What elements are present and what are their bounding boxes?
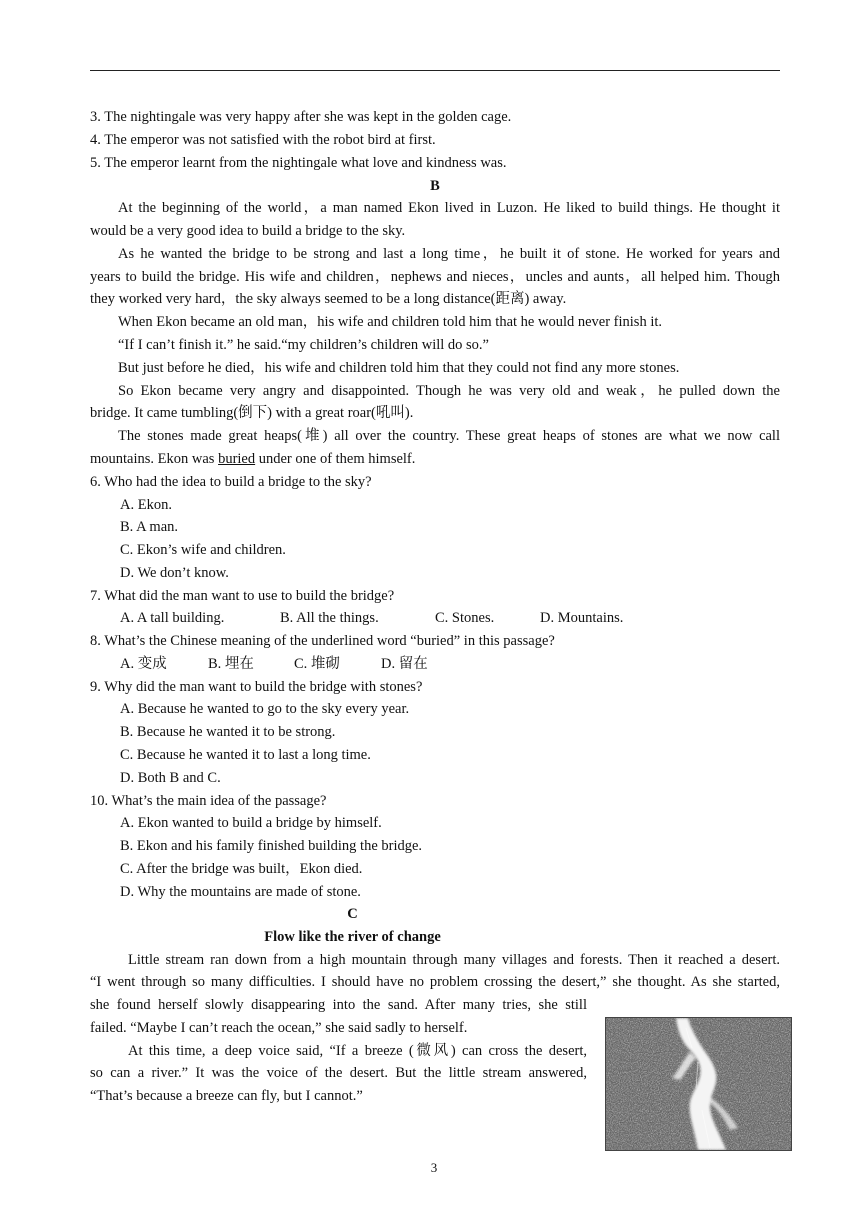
underlined-word: buried bbox=[218, 451, 256, 467]
text-segment: under one of them himself. bbox=[255, 451, 416, 467]
question-10-option: C. After the bridge was built，Ekon died. bbox=[120, 861, 363, 877]
passage-b-line: The stones made great heaps(堆) all over the country. These great heaps of stones are what we now call bbox=[118, 428, 780, 444]
question-10-stem: 10. What’s the main idea of the passage? bbox=[90, 793, 327, 809]
question-8-stem: 8. What’s the Chinese meaning of the underlined word “buried” in this passage? bbox=[90, 633, 555, 649]
question-10-option: A. Ekon wanted to build a bridge by himself. bbox=[120, 815, 382, 831]
question-8-option: C. 堆砌 bbox=[294, 656, 340, 672]
section-c-heading: C bbox=[347, 906, 358, 922]
header-rule bbox=[90, 70, 780, 71]
passage-c-line: she found herself slowly disappearing into the sand. After many tries, she still bbox=[90, 997, 587, 1013]
passage-c-line: so can a river.” It was the voice of the desert. But the little stream answered, bbox=[90, 1065, 587, 1081]
section-c-title: Flow like the river of change bbox=[264, 929, 441, 945]
question-10-option: D. Why the mountains are made of stone. bbox=[120, 884, 361, 900]
question-6-option: D. We don’t know. bbox=[120, 565, 229, 581]
passage-b-line: As he wanted the bridge to be strong and last a long time，he built it of stone. He worked for years and bbox=[118, 246, 780, 262]
statement-5: 5. The emperor learnt from the nightingale what love and kindness was. bbox=[90, 155, 507, 171]
passage-c-line: “That’s because a breeze can fly, but I cannot.” bbox=[90, 1088, 363, 1104]
question-9-option: B. Because he wanted it to be strong. bbox=[120, 724, 336, 740]
page-number: 3 bbox=[430, 1160, 438, 1175]
question-7-option: A. A tall building. bbox=[120, 610, 225, 626]
question-8-option: B. 埋在 bbox=[208, 656, 254, 672]
waterfall-photo bbox=[605, 1017, 792, 1151]
passage-c-line: Little stream ran down from a high mountain through many villages and forests. Then it reached a desert. bbox=[128, 952, 780, 968]
question-7-option: D. Mountains. bbox=[540, 610, 624, 626]
passage-b-line: But just before he died，his wife and children told him that they could not find any more stones. bbox=[118, 360, 680, 376]
statement-3: 3. The nightingale was very happy after she was kept in the golden cage. bbox=[90, 109, 512, 125]
question-7-option: C. Stones. bbox=[435, 610, 495, 626]
passage-c-line: At this time, a deep voice said, “If a breeze (微风) can cross the desert, bbox=[128, 1043, 587, 1059]
question-9-option: D. Both B and C. bbox=[120, 770, 221, 786]
passage-c-line: failed. “Maybe I can’t reach the ocean,” she said sadly to herself. bbox=[90, 1020, 468, 1036]
question-10-option: B. Ekon and his family finished building the bridge. bbox=[120, 838, 423, 854]
section-b-heading: B bbox=[430, 178, 440, 194]
passage-b-line: So Ekon became very angry and disappointed. Though he was very old and weak，he pulled down the bbox=[118, 383, 780, 399]
passage-b-line: they worked very hard，the sky always seemed to be a long distance(距离) away. bbox=[90, 291, 567, 307]
passage-b-line: bridge. It came tumbling(倒下) with a great roar(吼叫). bbox=[90, 405, 414, 421]
question-9-option: A. Because he wanted to go to the sky every year. bbox=[120, 701, 410, 717]
question-6-option: A. Ekon. bbox=[120, 497, 172, 513]
question-8-option: D. 留在 bbox=[381, 656, 428, 672]
question-7-stem: 7. What did the man want to use to build the bridge? bbox=[90, 588, 395, 604]
passage-b-line: When Ekon became an old man，his wife and children told him that he would never finish it. bbox=[118, 314, 663, 330]
passage-b-line bbox=[90, 450, 415, 468]
passage-b-line: would be a very good idea to build a bridge to the sky. bbox=[90, 223, 406, 239]
question-6-stem: 6. Who had the idea to build a bridge to the sky? bbox=[90, 474, 372, 490]
passage-b-line: years to build the bridge. His wife and children，nephews and nieces，uncles and aunts，all helped him. Though bbox=[90, 269, 780, 285]
statement-4: 4. The emperor was not satisfied with the robot bird at first. bbox=[90, 132, 436, 148]
question-8-option: A. 变成 bbox=[120, 656, 167, 672]
question-9-option: C. Because he wanted it to last a long time. bbox=[120, 747, 371, 763]
passage-b-line: At the beginning of the world，a man named Ekon lived in Luzon. He liked to build things. He thought it bbox=[118, 200, 780, 216]
question-6-option: C. Ekon’s wife and children. bbox=[120, 542, 286, 558]
passage-c-line: “I went through so many difficulties. I should have no problem crossing the desert,” she thought. As she started, bbox=[90, 974, 780, 990]
text-segment: mountains. Ekon was bbox=[90, 451, 219, 467]
passage-b-line: “If I can’t finish it.” he said.“my children’s children will do so.” bbox=[118, 337, 489, 353]
question-7-option: B. All the things. bbox=[280, 610, 379, 626]
question-9-stem: 9. Why did the man want to build the bridge with stones? bbox=[90, 679, 423, 695]
question-6-option: B. A man. bbox=[120, 519, 179, 535]
